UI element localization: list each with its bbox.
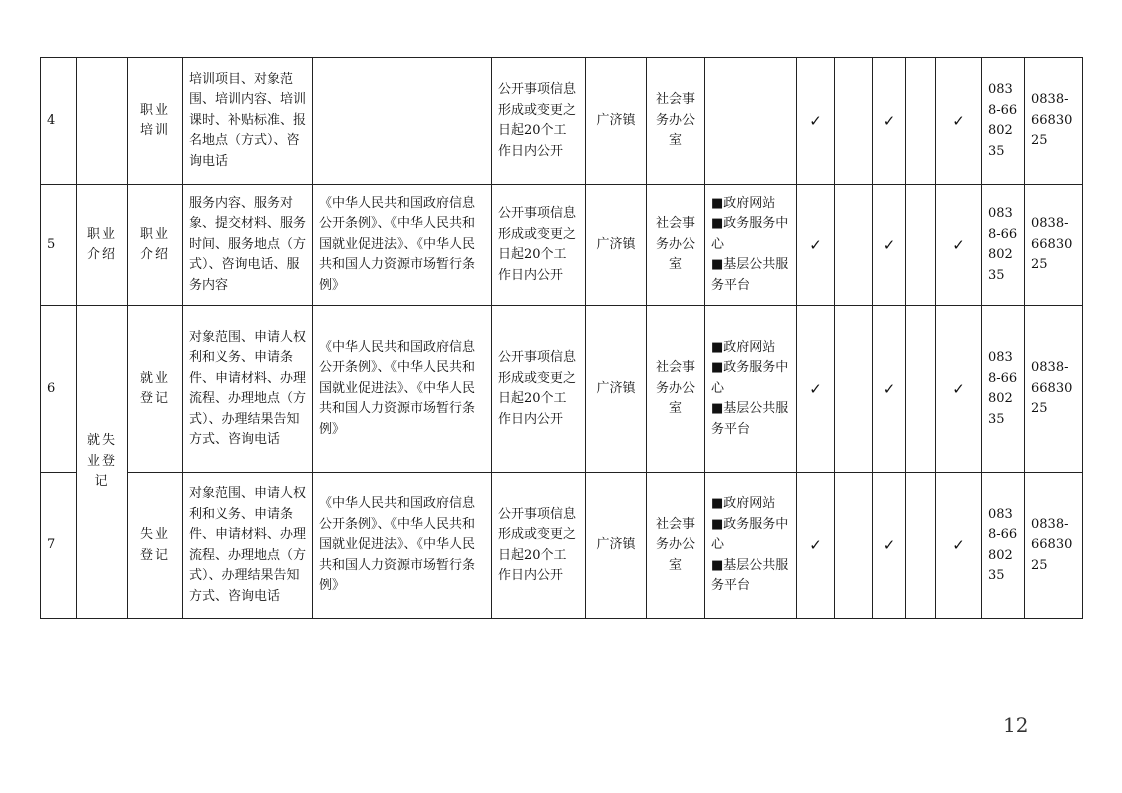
phone-number-secondary: 0838-6683025 bbox=[1025, 306, 1083, 473]
phone-number: 0838-6680235 bbox=[982, 473, 1025, 619]
check-mark: ✓ bbox=[936, 473, 982, 619]
table-row bbox=[41, 306, 1083, 473]
phone-number: 0838-6680235 bbox=[982, 306, 1025, 473]
table-row bbox=[41, 473, 1083, 619]
disclosure-subject: 广济镇 bbox=[586, 58, 647, 185]
check-mark: ✓ bbox=[797, 306, 835, 473]
check-mark: ✓ bbox=[873, 473, 906, 619]
category-cell bbox=[77, 58, 128, 185]
category-cell: 职业介绍 bbox=[77, 185, 128, 306]
check-empty bbox=[835, 58, 873, 185]
disclosure-channels bbox=[705, 58, 797, 185]
item-name: 失业登记 bbox=[128, 473, 183, 619]
check-mark: ✓ bbox=[936, 185, 982, 306]
disclosure-table bbox=[40, 57, 1083, 619]
responsible-dept: 社会事务办公室 bbox=[647, 58, 705, 185]
channel-item: ■政府网站 bbox=[711, 496, 776, 512]
check-empty bbox=[835, 185, 873, 306]
check-empty bbox=[835, 473, 873, 619]
check-empty bbox=[835, 306, 873, 473]
row-number: 7 bbox=[41, 473, 77, 619]
category-merged-cell: 就失业登记 bbox=[77, 306, 128, 619]
responsible-dept: 社会事务办公室 bbox=[647, 473, 705, 619]
disclosure-channels bbox=[705, 473, 797, 619]
channel-item: ■政务服务中心 bbox=[711, 360, 789, 396]
phone-number: 0838-6680235 bbox=[982, 58, 1025, 185]
check-mark: ✓ bbox=[873, 58, 906, 185]
check-mark: ✓ bbox=[797, 58, 835, 185]
phone-number: 0838-6680235 bbox=[982, 185, 1025, 306]
page-number: 12 bbox=[1003, 713, 1029, 737]
disclosure-subject: 广济镇 bbox=[586, 306, 647, 473]
disclosure-channels bbox=[705, 306, 797, 473]
check-empty bbox=[906, 58, 936, 185]
disclosure-content: 对象范围、申请人权利和义务、申请条件、申请材料、办理流程、办理地点（方式）、办理结果告知方式、咨询电话 bbox=[183, 473, 313, 619]
channel-item: ■政府网站 bbox=[711, 339, 776, 355]
check-mark: ✓ bbox=[797, 473, 835, 619]
disclosure-basis: 《中华人民共和国政府信息公开条例》、《中华人民共和国就业促进法》、《中华人民共和国人力资源市场暂行条例》 bbox=[313, 473, 492, 619]
disclosure-subject: 广济镇 bbox=[586, 185, 647, 306]
item-name: 就业登记 bbox=[128, 306, 183, 473]
disclosure-time: 公开事项信息形成或变更之日起20个工作日内公开 bbox=[492, 185, 586, 306]
channel-item: ■基层公共服务平台 bbox=[711, 401, 789, 437]
check-empty bbox=[906, 185, 936, 306]
disclosure-subject: 广济镇 bbox=[586, 473, 647, 619]
responsible-dept: 社会事务办公室 bbox=[647, 185, 705, 306]
channel-item: ■政务服务中心 bbox=[711, 516, 789, 553]
check-mark: ✓ bbox=[936, 306, 982, 473]
phone-number-secondary: 0838-6683025 bbox=[1025, 185, 1083, 306]
channel-item: ■基层公共服务平台 bbox=[711, 557, 789, 594]
check-mark: ✓ bbox=[936, 58, 982, 185]
check-empty bbox=[906, 306, 936, 473]
check-empty bbox=[906, 473, 936, 619]
disclosure-time: 公开事项信息形成或变更之日起20个工作日内公开 bbox=[492, 58, 586, 185]
disclosure-basis bbox=[313, 58, 492, 185]
disclosure-content: 培训项目、对象范围、培训内容、培训课时、补贴标准、报名地点（方式）、咨询电话 bbox=[183, 58, 313, 185]
table-row bbox=[41, 185, 1083, 306]
row-number: 5 bbox=[41, 185, 77, 306]
row-number: 6 bbox=[41, 306, 77, 473]
item-name: 职业培训 bbox=[128, 58, 183, 185]
responsible-dept: 社会事务办公室 bbox=[647, 306, 705, 473]
item-name: 职业介绍 bbox=[128, 185, 183, 306]
check-mark: ✓ bbox=[873, 306, 906, 473]
channel-item: ■基层公共服务平台 bbox=[711, 257, 789, 293]
channel-item: ■政务服务中心 bbox=[711, 216, 789, 252]
check-mark: ✓ bbox=[797, 185, 835, 306]
channel-item: ■政府网站 bbox=[711, 195, 776, 211]
disclosure-channels bbox=[705, 185, 797, 306]
disclosure-content: 对象范围、申请人权利和义务、申请条件、申请材料、办理流程、办理地点（方式）、办理结果告知方式、咨询电话 bbox=[183, 306, 313, 473]
table-row bbox=[41, 58, 1083, 185]
disclosure-time: 公开事项信息形成或变更之日起20个工作日内公开 bbox=[492, 473, 586, 619]
check-mark: ✓ bbox=[873, 185, 906, 306]
phone-number-secondary: 0838-6683025 bbox=[1025, 58, 1083, 185]
disclosure-basis: 《中华人民共和国政府信息公开条例》、《中华人民共和国就业促进法》、《中华人民共和国人力资源市场暂行条例》 bbox=[313, 306, 492, 473]
row-number: 4 bbox=[41, 58, 77, 185]
disclosure-content: 服务内容、服务对象、提交材料、服务时间、服务地点（方式）、咨询电话、服务内容 bbox=[183, 185, 313, 306]
disclosure-basis: 《中华人民共和国政府信息公开条例》、《中华人民共和国就业促进法》、《中华人民共和国人力资源市场暂行条例》 bbox=[313, 185, 492, 306]
phone-number-secondary: 0838-6683025 bbox=[1025, 473, 1083, 619]
disclosure-time: 公开事项信息形成或变更之日起20个工作日内公开 bbox=[492, 306, 586, 473]
